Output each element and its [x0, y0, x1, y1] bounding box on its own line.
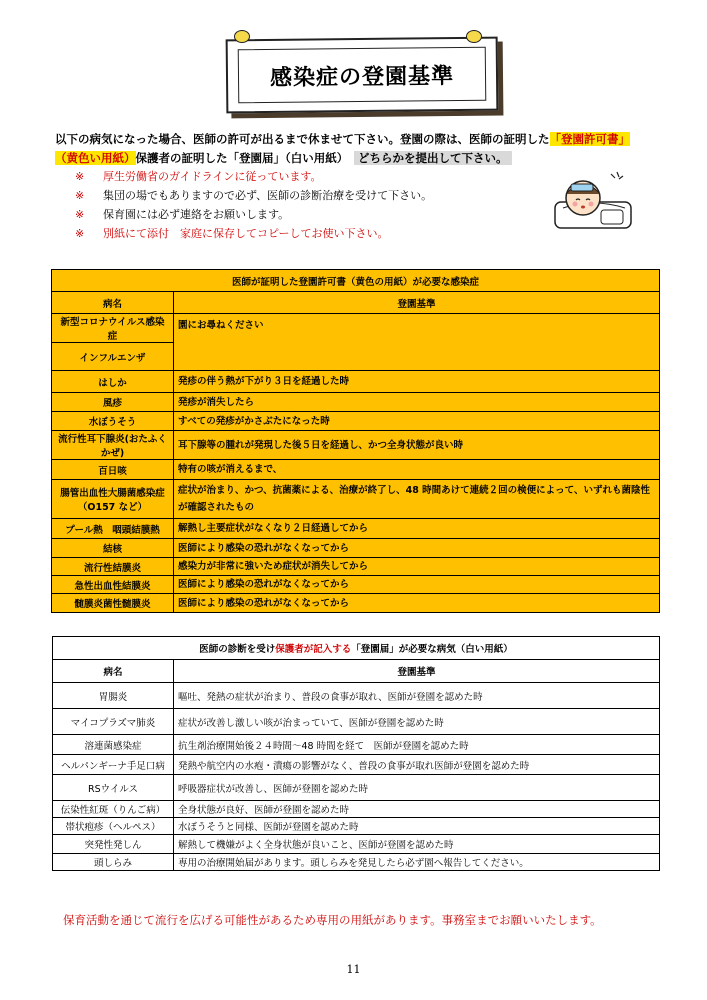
disease-name: 流行性結膜炎: [52, 558, 174, 576]
disease-name: 百日咳: [52, 460, 174, 480]
table-parent-notice: [52, 636, 660, 871]
table2-col-criteria: 登園基準: [174, 660, 660, 683]
disease-name: インフルエンザ: [52, 343, 174, 371]
table-row: [53, 854, 660, 871]
table-row: [52, 314, 660, 343]
table-row: [53, 755, 660, 775]
intro-text: [55, 130, 655, 168]
table-row: [52, 371, 660, 393]
table-row: [52, 412, 660, 431]
note-mark: ※: [75, 189, 85, 202]
return-criteria: 専用の治療開始届があります。頭しらみを発見したら必ず園へ報告してください。: [174, 854, 660, 871]
page-number: 11: [346, 963, 361, 976]
return-criteria: 園にお尋ねください: [174, 314, 660, 371]
table-row: [53, 735, 660, 755]
return-criteria: 医師により感染の恐れがなくなってから: [174, 539, 660, 558]
intro-line2-text: 保護者の証明した「登園届」（白い用紙）: [135, 151, 343, 165]
table-row: [52, 393, 660, 412]
return-criteria: 症状が改善し激しい咳が治まっていて、医師が登園を認めた時: [174, 709, 660, 735]
note-item: [75, 224, 535, 243]
return-criteria: 症状が治まり、かつ、抗菌薬による、治療が終了し、48 時間あけて連続２回の検便によって、いずれも菌陰性が確認されたもの: [174, 480, 660, 519]
intro-highlight-certificate: 「登園許可書」: [549, 132, 630, 146]
disease-name: 帯状疱疹（ヘルペス）: [53, 818, 174, 835]
table-row: [52, 460, 660, 480]
return-criteria: すべての発疹がかさぶたになった時: [174, 412, 660, 431]
table-row: [53, 709, 660, 735]
title-sign: [226, 30, 502, 112]
disease-name: 結核: [52, 539, 174, 558]
footer-note: 保育活動を通じて流行を広げる可能性があるため専用の用紙があります。事務室までお願いいたします。: [63, 913, 602, 927]
disease-name: 頭しらみ: [53, 854, 174, 871]
return-criteria: 感染力が非常に強いため症状が消失してから: [174, 558, 660, 576]
disease-name: 髄膜炎菌性髄膜炎: [52, 594, 174, 613]
note-mark: ※: [75, 170, 85, 183]
note-item: [75, 205, 535, 224]
note-item: [75, 186, 535, 205]
disease-name: 溶連菌感染症: [53, 735, 174, 755]
intro-line1-text: 以下の病気になった場合、医師の許可が出るまで休ませて下さい。登園の際は、医師の証明した: [55, 132, 550, 146]
disease-name: はしか: [52, 371, 174, 393]
return-criteria: 医師により感染の恐れがなくなってから: [174, 576, 660, 594]
disease-name: ヘルパンギーナ手足口病: [53, 755, 174, 775]
note-text: 別紙にて添付 家庭に保存してコピーしてお使い下さい。: [103, 227, 389, 240]
note-item: [75, 167, 535, 186]
return-criteria: 特有の咳が消えるまで、: [174, 460, 660, 480]
notes-list: [75, 167, 535, 243]
disease-name: プール熱 咽頭結膜熱: [52, 519, 174, 539]
table-row: [53, 801, 660, 818]
disease-name: 急性出血性結膜炎: [52, 576, 174, 594]
table-row: [52, 576, 660, 594]
title-inner-frame: [238, 47, 487, 104]
disease-name: 胃腸炎: [53, 683, 174, 709]
table-row: [52, 431, 660, 460]
table1-col-criteria: 登園基準: [174, 292, 660, 314]
return-criteria: 呼吸器症状が改善し、医師が登園を認めた時: [174, 775, 660, 801]
note-mark: ※: [75, 208, 85, 221]
return-criteria: 嘔吐、発熱の症状が治まり、普段の食事が取れ、医師が登園を認めた時: [174, 683, 660, 709]
note-mark: ※: [75, 227, 85, 240]
table1-caption: 医師が証明した登園許可書（黄色の用紙）が必要な感染症: [52, 270, 660, 292]
note-text: 厚生労働省のガイドラインに従っています。: [103, 170, 322, 183]
page-title: 感染症の登園基準: [269, 63, 455, 91]
table-row: [53, 775, 660, 801]
intro-highlight-yellow-paper: （黄色い用紙）: [55, 151, 136, 165]
return-criteria: 医師により感染の恐れがなくなってから: [174, 594, 660, 613]
note-text: 保育園には必ず連絡をお願いします。: [103, 208, 290, 221]
title-board: [226, 37, 499, 114]
table-row: [52, 519, 660, 539]
return-criteria: 水ぼうそうと同様、医師が登園を認めた時: [174, 818, 660, 835]
table2-caption-a: 医師の診断を受け: [199, 644, 276, 655]
return-criteria: 全身状態が良好、医師が登園を認めた時: [174, 801, 660, 818]
table-row: [53, 835, 660, 854]
disease-name: 水ぼうそう: [52, 412, 174, 431]
return-criteria: 解熱して機嫌がよく全身状態が良いこと、医師が登園を認めた時: [174, 835, 660, 854]
note-text: 集団の場でもありますので必ず、医師の診断治療を受けて下さい。: [103, 189, 433, 202]
table2-caption: [53, 637, 660, 660]
disease-name: 伝染性紅斑（りんご病）: [53, 801, 174, 818]
table2-caption-c: 「登園届」が必要な病気（白い用紙）: [351, 644, 513, 655]
pushpin-icon: [234, 30, 250, 43]
disease-name: マイコプラズマ肺炎: [53, 709, 174, 735]
table2-caption-b: 保護者が記入する: [275, 644, 352, 655]
disease-name: 突発性発しん: [53, 835, 174, 854]
return-criteria: 発熱や航空内の水疱・潰瘍の影響がなく、普段の食事が取れ医師が登園を認めた時: [174, 755, 660, 775]
table-row: [52, 480, 660, 519]
disease-name: 腸管出血性大腸菌感染症（O157 など）: [52, 480, 174, 519]
table-row: [52, 539, 660, 558]
table-doctor-certificate: [51, 269, 660, 613]
table2-col-name: 病名: [53, 660, 174, 683]
disease-name: RSウイルス: [53, 775, 174, 801]
return-criteria: 耳下腺等の腫れが発現した後５日を経過し、かつ全身状態が良い時: [174, 431, 660, 460]
disease-name: 流行性耳下腺炎(おたふくかぜ): [52, 431, 174, 460]
table-row: [52, 594, 660, 613]
table-row: [53, 818, 660, 835]
pushpin-icon: [466, 30, 482, 43]
disease-name: 新型コロナウイルス感染症: [52, 314, 174, 343]
table-row: [53, 683, 660, 709]
table-row: [52, 558, 660, 576]
return-criteria: 抗生剤治療開始後２４時間～48 時間を経て 医師が登園を認めた時: [174, 735, 660, 755]
intro-highlight-submit: どちらかを提出して下さい。: [354, 151, 512, 165]
return-criteria: 解熱し主要症状がなくなり２日経過してから: [174, 519, 660, 539]
sick-child-icon: [553, 168, 633, 230]
return-criteria: 発疹の伴う熱が下がり３日を経過した時: [174, 371, 660, 393]
return-criteria: 発疹が消失したら: [174, 393, 660, 412]
disease-name: 風疹: [52, 393, 174, 412]
table1-col-name: 病名: [52, 292, 174, 314]
